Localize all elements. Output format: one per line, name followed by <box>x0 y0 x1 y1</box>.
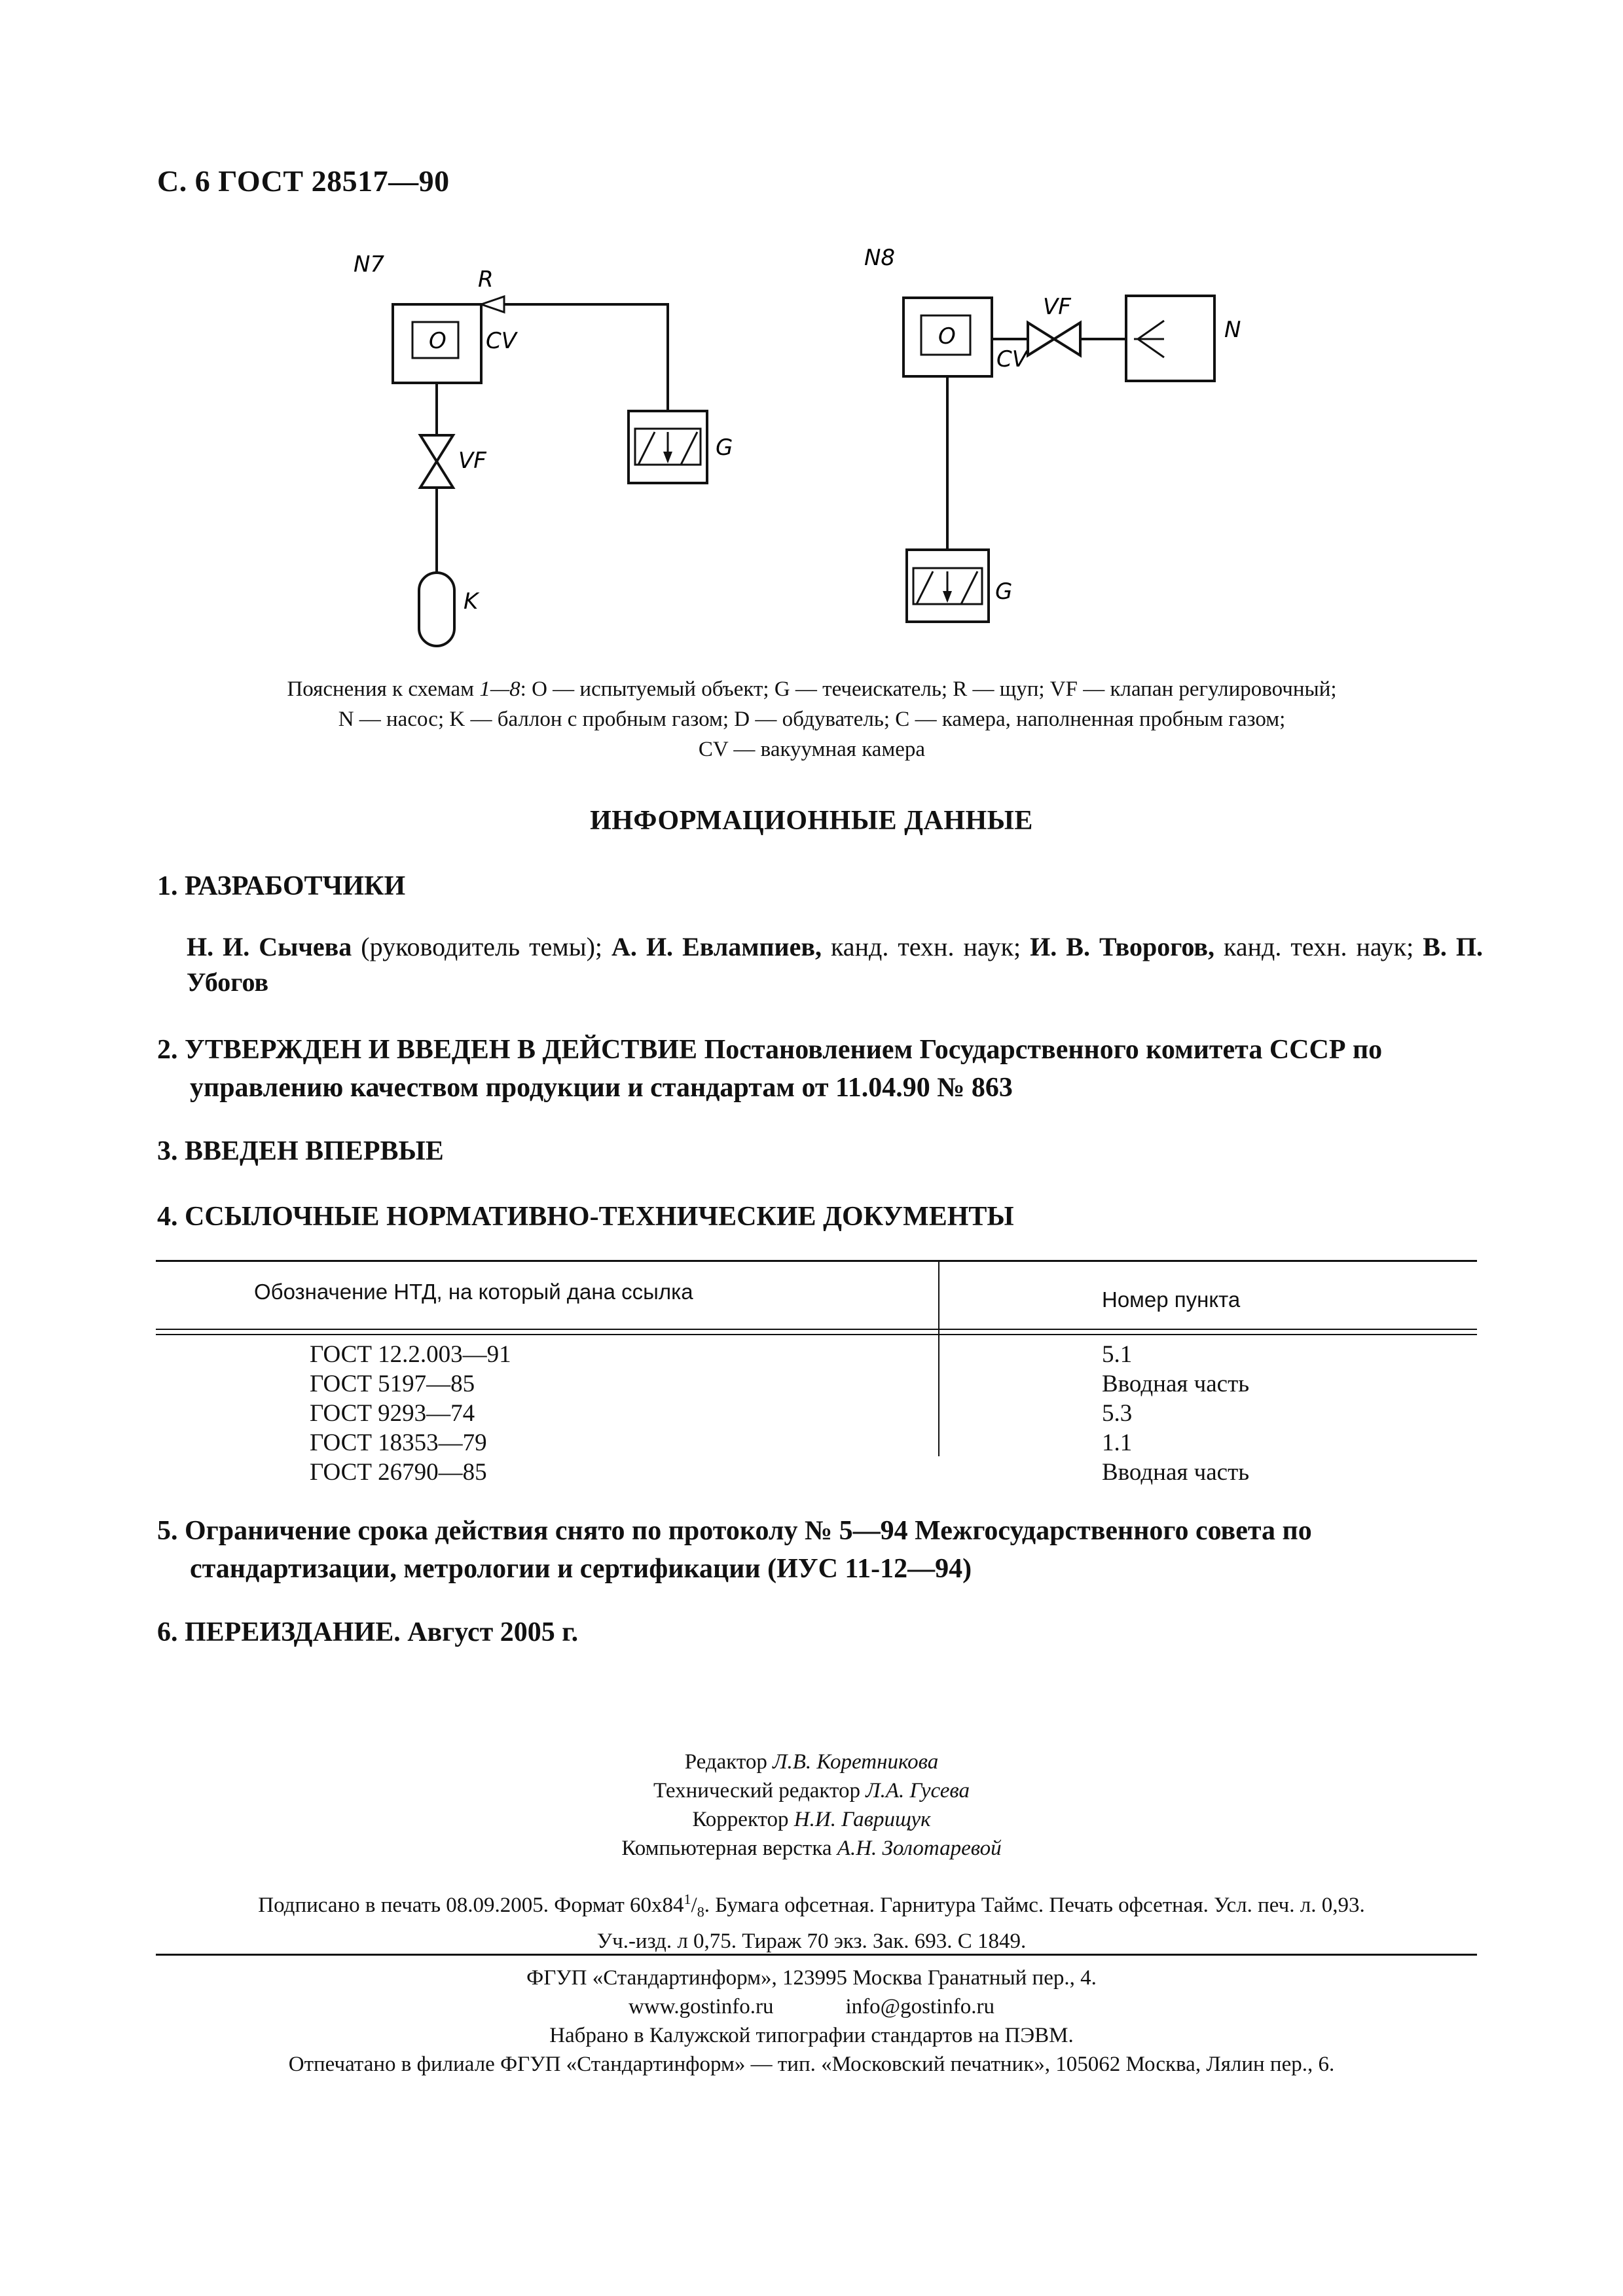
table-header-rule <box>156 1329 1477 1335</box>
n8-detector-arrow-head <box>943 591 952 603</box>
n8-pump-mark-up <box>1138 321 1164 339</box>
section-6-heading: 6. ПЕРЕИЗДАНИЕ. Август 2005 г. <box>157 1617 579 1647</box>
section-5-heading: 5. Ограничение срока действия снято по протоколу № 5—94 Межгосударственного совета по стандартизации, метрологии и сертификации (ИУС 11-12—94) <box>157 1516 1312 1584</box>
n8-pump-mark-down <box>1138 339 1164 357</box>
publisher-info <box>0 1964 1623 2079</box>
page-header: С. 6 ГОСТ 28517—90 <box>157 164 450 198</box>
website-link[interactable]: www.gostinfo.ru <box>629 1995 774 2018</box>
n7-detector-label: G <box>716 435 733 461</box>
legend-line-2: N — насос; K — баллон с пробным газом; D — обдуватель; C — камера, наполненная пробным газом; <box>338 708 1286 731</box>
n7-valve-upper <box>420 435 453 461</box>
n7-detector-mark-right <box>681 432 697 465</box>
table-row-5-document: ГОСТ 26790—85 <box>310 1459 487 1486</box>
n8-detector-mark-right <box>961 571 977 604</box>
n8-valve-right <box>1054 323 1080 355</box>
editor-line: Редактор Л.В. Коретникова <box>684 1750 939 1774</box>
n7-cylinder-label: K <box>464 588 479 615</box>
table-row-4-clause: 1.1 <box>1102 1429 1133 1456</box>
scheme-n8-diagram <box>851 242 1270 648</box>
print-details <box>0 1885 1623 1956</box>
legend-line-3: CV — вакуумная камера <box>698 738 926 761</box>
scheme-n7-probe-label: R <box>478 266 494 293</box>
imprint-divider <box>156 1954 1477 1956</box>
n7-probe-line <box>504 304 668 411</box>
tech-editor-line: Технический редактор Л.А. Гусева <box>653 1779 970 1803</box>
section-2-heading: 2. УТВЕРЖДЕН И ВВЕДЕН В ДЕЙСТВИЕ Постановлением Государственного комитета СССР по управлению качеством продукции и стандартам от 11.04.90 № 863 <box>157 1035 1383 1103</box>
email-link[interactable]: info@gostinfo.ru <box>845 1995 994 2018</box>
section-1-developers: Н. И. Сычева (руководитель темы); А. И. Евлампиев, канд. техн. наук; И. В. Творогов, канд. техн. наук; В. П. Убогов <box>187 932 1484 997</box>
developer-4: В. П. Убогов <box>187 932 1484 997</box>
n7-gas-cylinder <box>419 573 454 646</box>
n8-valve-left <box>1028 323 1054 355</box>
table-row-1-document: ГОСТ 12.2.003—91 <box>310 1341 511 1368</box>
developer-3: И. В. Творогов, <box>1030 932 1215 961</box>
contacts-line <box>0 1992 1623 2021</box>
n7-valve-lower <box>420 461 453 488</box>
n7-detector-arrow-head <box>663 452 672 463</box>
section-1-heading: 1. РАЗРАБОТЧИКИ <box>157 871 406 901</box>
reference-table <box>156 1260 1477 1502</box>
n7-probe-arrow <box>481 296 504 312</box>
layout-line: Компьютерная верстка А.Н. Золотаревой <box>621 1837 1002 1860</box>
n7-valve-label: VF <box>458 448 486 474</box>
section-3-heading: 3. ВВЕДЕН ВПЕРВЫЕ <box>157 1136 444 1166</box>
table-row-2-clause: Вводная часть <box>1102 1371 1250 1397</box>
n8-detector-label: G <box>995 579 1013 605</box>
table-row-3-clause: 5.3 <box>1102 1400 1133 1427</box>
developer-1: Н. И. Сычева <box>187 932 352 961</box>
developer-2: А. И. Евлампиев, <box>611 932 822 961</box>
table-row-1-clause: 5.1 <box>1102 1341 1133 1368</box>
n8-object-label: O <box>938 323 956 350</box>
n8-detector-mark-left <box>917 571 933 604</box>
scheme-n8-title: N8 <box>864 245 896 271</box>
scheme-n7-diagram <box>347 242 779 661</box>
table-row-3-document: ГОСТ 9293—74 <box>310 1400 475 1427</box>
typeset-line: Набрано в Калужской типографии стандартов на ПЭВМ. <box>549 2024 1074 2047</box>
editorial-credits <box>0 1748 1623 1863</box>
table-row-4-document: ГОСТ 18353—79 <box>310 1429 487 1456</box>
table-header-document: Обозначение НТД, на который дана ссылка <box>254 1280 693 1304</box>
print-line-1: Подписано в печать 08.09.2005. Формат $60х84^1/_8$. Бумага офсетная. Гарнитура Таймс. Печать офсетная. Усл. печ. л. 0,93. <box>258 1891 1365 1920</box>
n8-valve-label: VF <box>1043 294 1071 320</box>
publisher-line: ФГУП «Стандартинформ», 123995 Москва Гранатный пер., 4. <box>526 1966 1097 1990</box>
n7-chamber-label: CV <box>486 328 517 354</box>
table-top-rule <box>156 1260 1477 1262</box>
table-column-divider <box>938 1260 939 1456</box>
printed-line: Отпечатано в филиале ФГУП «Стандартинформ» — тип. «Московский печатник», 105062 Москва, Лялин пер., 6. <box>288 2053 1335 2076</box>
schemes-legend <box>177 674 1447 764</box>
n7-object-label: O <box>429 328 447 354</box>
table-header-clause: Номер пункта <box>1102 1287 1241 1312</box>
corrector-line: Корректор Н.И. Гаврищук <box>692 1808 931 1831</box>
n8-chamber-label: CV <box>996 346 1027 372</box>
scheme-n7-title: N7 <box>354 251 385 278</box>
legend-line-1: Пояснения к схемам 1—8: O — испытуемый объект; G — течеискатель; R — щуп; VF — клапан регулировочный; <box>287 677 1337 701</box>
print-line-2: Уч.-изд. л 0,75. Тираж 70 экз. Зак. 693. С 1849. <box>596 1929 1027 1953</box>
n8-pump-label: N <box>1224 317 1241 343</box>
table-row-2-document: ГОСТ 5197—85 <box>310 1371 475 1397</box>
section-4-heading: 4. ССЫЛОЧНЫЕ НОРМАТИВНО-ТЕХНИЧЕСКИЕ ДОКУМЕНТЫ <box>157 1202 1014 1232</box>
n7-detector-mark-left <box>638 432 655 465</box>
table-row-5-clause: Вводная часть <box>1102 1459 1250 1486</box>
info-data-title: ИНФОРМАЦИОННЫЕ ДАННЫЕ <box>590 806 1033 836</box>
